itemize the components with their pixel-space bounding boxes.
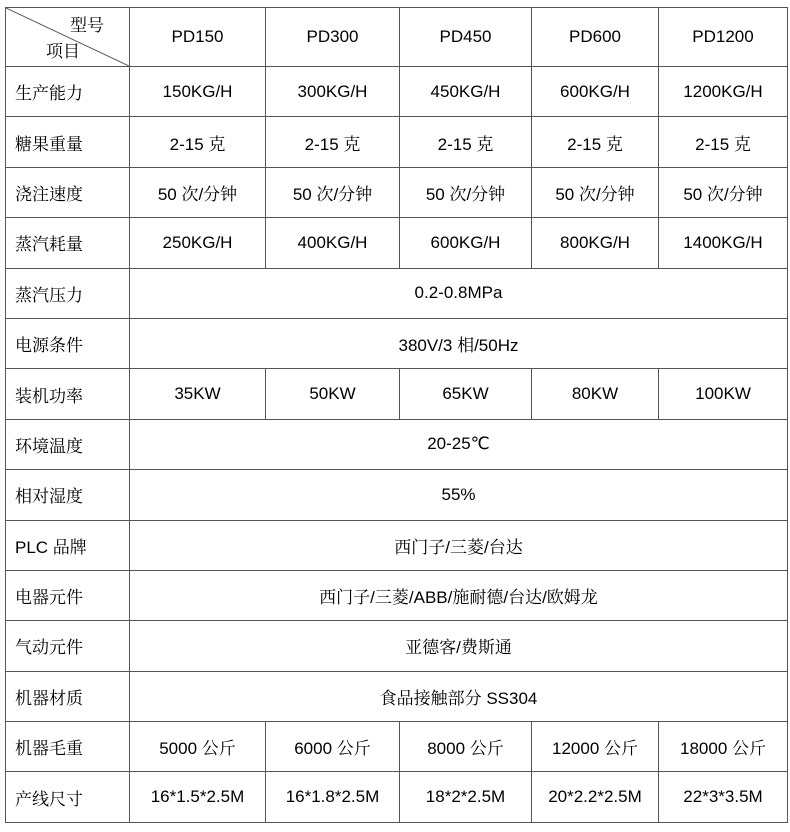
table-row bbox=[6, 67, 788, 117]
spec-value: 450KG/H bbox=[400, 67, 532, 117]
spec-value: 2-15 克 bbox=[266, 117, 400, 167]
spec-value: 2-15 克 bbox=[532, 117, 659, 167]
table-row bbox=[6, 167, 788, 217]
spec-value: 16*1.5*2.5M bbox=[130, 772, 266, 822]
row-label: 电源条件 bbox=[6, 318, 130, 368]
table-row bbox=[6, 117, 788, 167]
spec-value-shared: 380V/3 相/50Hz bbox=[130, 318, 788, 368]
spec-value: 6000 公斤 bbox=[266, 722, 400, 772]
model-header: PD150 bbox=[130, 8, 266, 67]
corner-model-label: 型号 bbox=[70, 16, 104, 35]
table-row bbox=[6, 772, 788, 822]
spec-value: 35KW bbox=[130, 369, 266, 419]
spec-value: 18000 公斤 bbox=[659, 722, 788, 772]
row-label: 产线尺寸 bbox=[6, 772, 130, 822]
row-label: 机器材质 bbox=[6, 671, 130, 721]
spec-value-shared: 20-25℃ bbox=[130, 419, 788, 469]
model-header: PD1200 bbox=[659, 8, 788, 67]
table-row bbox=[6, 570, 788, 620]
spec-value: 400KG/H bbox=[266, 218, 400, 268]
spec-value: 600KG/H bbox=[400, 218, 532, 268]
table-row bbox=[6, 722, 788, 772]
spec-value: 2-15 克 bbox=[130, 117, 266, 167]
spec-value: 22*3*3.5M bbox=[659, 772, 788, 822]
spec-value: 800KG/H bbox=[532, 218, 659, 268]
spec-value-shared: 西门子/三菱/台达 bbox=[130, 520, 788, 570]
spec-value: 50 次/分钟 bbox=[400, 167, 532, 217]
spec-value-shared: 食品接触部分 SS304 bbox=[130, 671, 788, 721]
spec-value: 50KW bbox=[266, 369, 400, 419]
table-row bbox=[6, 268, 788, 318]
spec-value: 600KG/H bbox=[532, 67, 659, 117]
row-label: 电器元件 bbox=[6, 570, 130, 620]
row-label: 机器毛重 bbox=[6, 722, 130, 772]
spec-value: 50 次/分钟 bbox=[266, 167, 400, 217]
spec-value-shared: 0.2-0.8MPa bbox=[130, 268, 788, 318]
model-header: PD450 bbox=[400, 8, 532, 67]
spec-value: 16*1.8*2.5M bbox=[266, 772, 400, 822]
spec-value: 1200KG/H bbox=[659, 67, 788, 117]
header-row bbox=[6, 8, 788, 67]
spec-value: 8000 公斤 bbox=[400, 722, 532, 772]
spec-value: 250KG/H bbox=[130, 218, 266, 268]
spec-value-shared: 亚德客/费斯通 bbox=[130, 621, 788, 671]
model-header: PD600 bbox=[532, 8, 659, 67]
spec-value: 150KG/H bbox=[130, 67, 266, 117]
spec-table bbox=[5, 7, 788, 823]
spec-value: 65KW bbox=[400, 369, 532, 419]
spec-value: 5000 公斤 bbox=[130, 722, 266, 772]
spec-value: 300KG/H bbox=[266, 67, 400, 117]
row-label: 生产能力 bbox=[6, 67, 130, 117]
table-row bbox=[6, 671, 788, 721]
row-label: 气动元件 bbox=[6, 621, 130, 671]
row-label: 相对湿度 bbox=[6, 470, 130, 520]
spec-value: 50 次/分钟 bbox=[659, 167, 788, 217]
spec-value: 50 次/分钟 bbox=[130, 167, 266, 217]
table-row bbox=[6, 621, 788, 671]
table-row bbox=[6, 419, 788, 469]
spec-value: 12000 公斤 bbox=[532, 722, 659, 772]
row-label: 蒸汽耗量 bbox=[6, 218, 130, 268]
spec-value: 50 次/分钟 bbox=[532, 167, 659, 217]
row-label: 装机功率 bbox=[6, 369, 130, 419]
corner-item-label: 项目 bbox=[46, 42, 80, 61]
spec-value: 80KW bbox=[532, 369, 659, 419]
table-row bbox=[6, 470, 788, 520]
row-label: 环境温度 bbox=[6, 419, 130, 469]
model-header: PD300 bbox=[266, 8, 400, 67]
spec-value: 20*2.2*2.5M bbox=[532, 772, 659, 822]
row-label: PLC 品牌 bbox=[6, 520, 130, 570]
spec-value-shared: 55% bbox=[130, 470, 788, 520]
spec-value: 2-15 克 bbox=[400, 117, 532, 167]
spec-value: 2-15 克 bbox=[659, 117, 788, 167]
spec-value-shared: 西门子/三菱/ABB/施耐德/台达/欧姆龙 bbox=[130, 570, 788, 620]
corner-cell bbox=[6, 8, 130, 67]
row-label: 糖果重量 bbox=[6, 117, 130, 167]
row-label: 浇注速度 bbox=[6, 167, 130, 217]
table-row bbox=[6, 318, 788, 368]
spec-value: 100KW bbox=[659, 369, 788, 419]
table-row bbox=[6, 218, 788, 268]
spec-value: 1400KG/H bbox=[659, 218, 788, 268]
table-row bbox=[6, 369, 788, 419]
row-label: 蒸汽压力 bbox=[6, 268, 130, 318]
spec-value: 18*2*2.5M bbox=[400, 772, 532, 822]
table-row bbox=[6, 520, 788, 570]
